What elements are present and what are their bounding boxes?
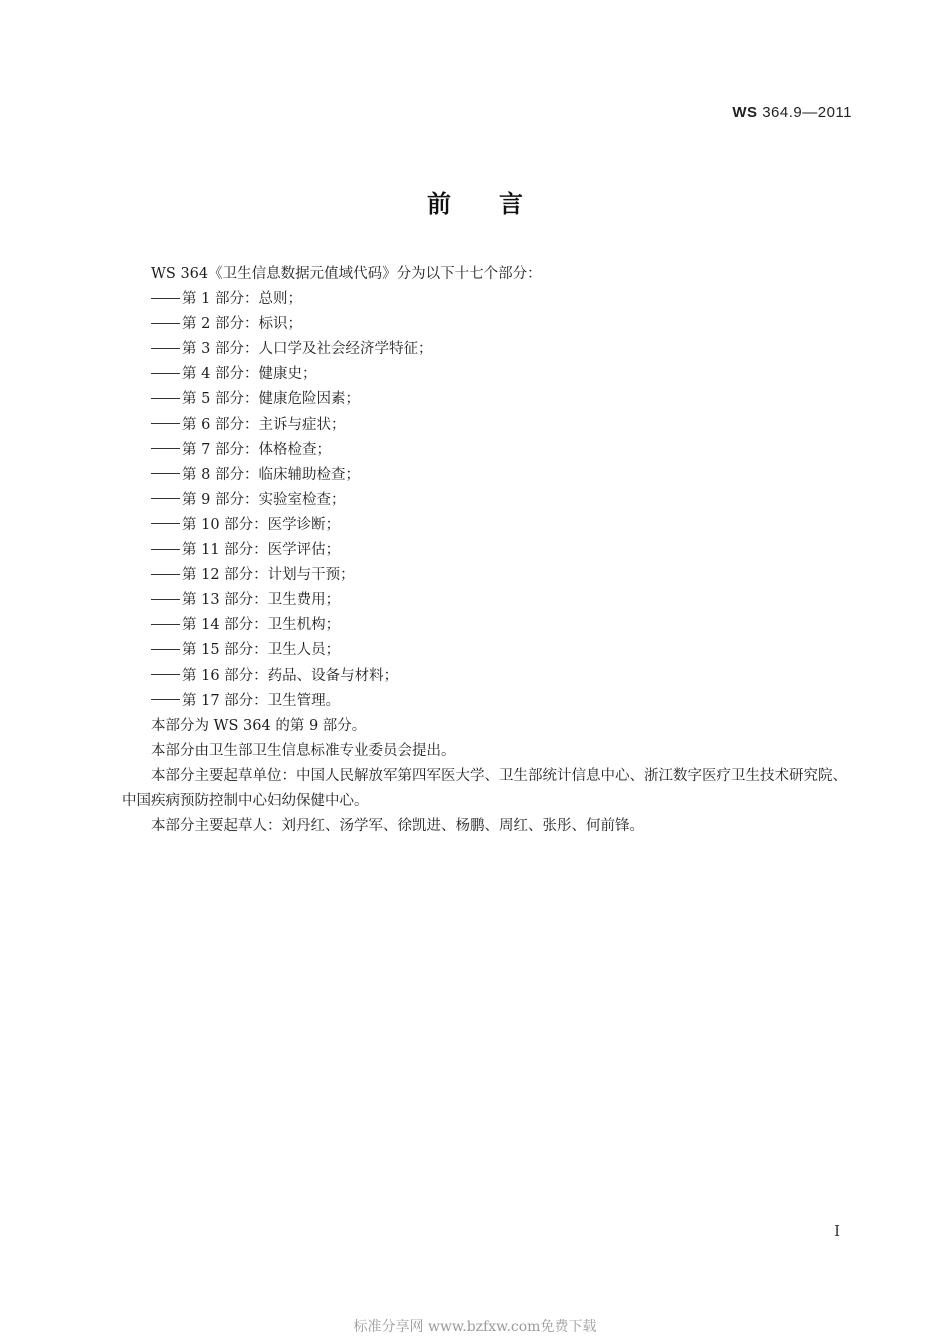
em-dash [151, 448, 180, 449]
page-title: 前言 [427, 190, 571, 218]
em-dash [151, 624, 180, 625]
list-item-text: 第 13 部分：卫生费用； [182, 592, 341, 609]
em-dash [151, 523, 180, 524]
list-item-text: 第 14 部分：卫生机构； [182, 617, 341, 634]
em-dash [151, 674, 180, 675]
list-item-text: 第 12 部分：计划与干预； [182, 567, 355, 584]
em-dash [151, 498, 180, 499]
list-item [122, 513, 857, 538]
list-item [122, 563, 857, 588]
list-item-text: 第 16 部分：药品、设备与材料； [182, 667, 399, 684]
em-dash [151, 298, 180, 299]
standard-code [732, 104, 852, 121]
em-dash [151, 549, 180, 550]
list-item [122, 463, 857, 488]
list-item [122, 664, 857, 689]
em-dash [151, 649, 180, 650]
foreword-body [122, 262, 857, 839]
watermark: 标准分享网 www.bzfxw.com免费下载 [353, 1319, 597, 1335]
paragraph: 本部分由卫生部卫生信息标准专业委员会提出。 [151, 742, 456, 759]
list-item [122, 387, 857, 412]
page-number: I [834, 1222, 840, 1240]
list-item-text: 第 15 部分：卫生人员； [182, 642, 341, 659]
em-dash [151, 348, 180, 349]
standard-number: 364.9—2011 [762, 104, 852, 121]
list-item [122, 337, 857, 362]
em-dash [151, 599, 180, 600]
list-item [122, 413, 857, 438]
list-item [122, 538, 857, 563]
list-item-text: 第 17 部分：卫生管理。 [182, 692, 341, 709]
list-item [122, 438, 857, 463]
em-dash [151, 699, 180, 700]
standard-prefix: WS [732, 104, 758, 121]
list-item-text: 第 6 部分：主诉与症状； [182, 416, 346, 433]
list-item-text: 第 9 部分：实验室检查； [182, 491, 346, 508]
list-item-text: 第 1 部分：总则； [182, 291, 302, 308]
list-item [122, 638, 857, 663]
intro-line: WS 364《卫生信息数据元值域代码》分为以下十七个部分： [151, 266, 542, 282]
em-dash [151, 373, 180, 374]
list-item [122, 287, 857, 312]
paragraph: 本部分主要起草人：刘丹红、汤学军、徐凯进、杨鹏、周红、张彤、何前锋。 [151, 818, 644, 835]
em-dash [151, 423, 180, 424]
em-dash [151, 323, 180, 324]
list-item [122, 588, 857, 613]
list-item [122, 613, 857, 638]
list-item [122, 362, 857, 387]
paragraph: 本部分为 WS 364 的第 9 部分。 [151, 717, 367, 734]
list-item-text: 第 2 部分：标识； [182, 316, 302, 333]
list-item-text: 第 7 部分：体格检查； [182, 441, 331, 458]
list-item [122, 312, 857, 337]
em-dash [151, 574, 180, 575]
list-item-text: 第 11 部分：医学评估； [182, 542, 341, 559]
list-item-text: 第 10 部分：医学诊断； [182, 516, 341, 533]
em-dash [151, 473, 180, 474]
list-item [122, 488, 857, 513]
list-item-text: 第 3 部分：人口学及社会经济学特征； [182, 341, 433, 358]
list-item-text: 第 5 部分：健康危险因素； [182, 391, 360, 408]
list-item [122, 689, 857, 714]
list-item-text: 第 4 部分：健康史； [182, 366, 317, 383]
em-dash [151, 398, 180, 399]
paragraph: 本部分主要起草单位：中国人民解放军第四军医大学、卫生部统计信息中心、浙江数字医疗卫生技术研究院、中国疾病预防控制中心妇幼保健中心。 [122, 767, 847, 809]
list-item-text: 第 8 部分：临床辅助检查； [182, 466, 360, 483]
